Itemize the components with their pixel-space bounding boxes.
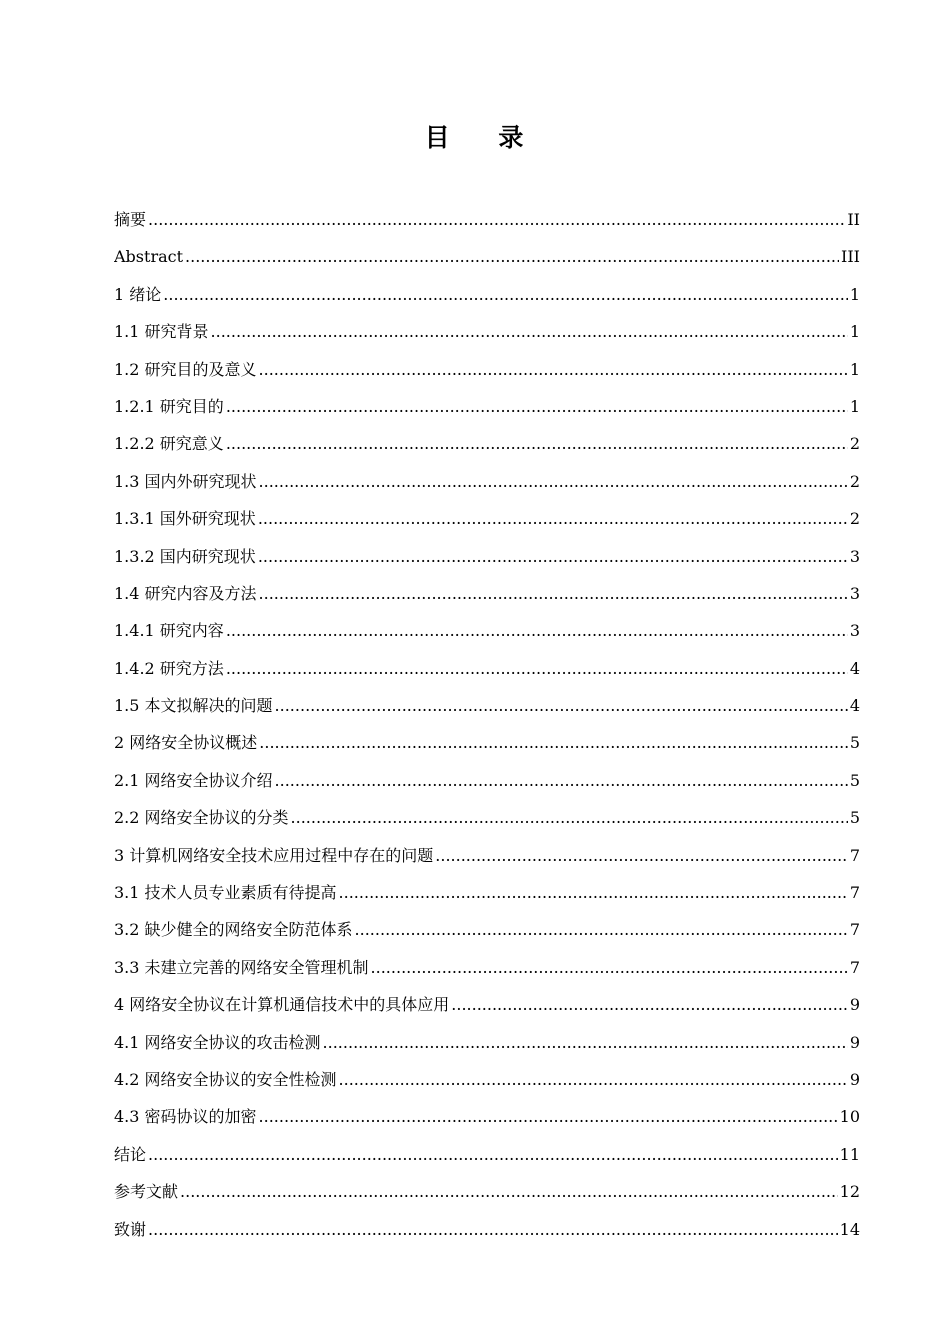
- toc-page-number: 14: [839, 1219, 860, 1239]
- toc-dot-leader: [259, 575, 848, 612]
- toc-dot-leader: [259, 1098, 838, 1135]
- toc-entry: [114, 313, 860, 350]
- toc-page-number: 1: [849, 396, 860, 416]
- toc-entry-label: 3.3 未建立完善的网络安全管理机制: [114, 957, 369, 977]
- toc-dot-leader: [435, 837, 848, 874]
- toc-entry: [114, 575, 860, 612]
- toc-dot-leader: [226, 388, 848, 425]
- toc-entry: [114, 201, 860, 238]
- toc-entry: [114, 1173, 860, 1210]
- toc-dot-leader: [275, 687, 848, 724]
- toc-entry: [114, 538, 860, 575]
- toc-entry-label: 1.5 本文拟解决的问题: [114, 696, 273, 716]
- toc-page-number: 1: [849, 359, 860, 379]
- toc-entry-label: 2.1 网络安全协议介绍: [114, 770, 273, 790]
- toc-page-number: 12: [839, 1182, 860, 1202]
- toc-page-number: 5: [849, 808, 860, 828]
- toc-page-number: 5: [849, 770, 860, 790]
- toc-dot-leader: [259, 351, 848, 388]
- toc-entry-label: 结论: [114, 1144, 147, 1164]
- toc-entry: [114, 874, 860, 911]
- toc-page-number: 9: [849, 995, 860, 1015]
- toc-entry-label: 3.1 技术人员专业素质有待提高: [114, 883, 337, 903]
- toc-dot-leader: [339, 874, 848, 911]
- toc-page-number: 2: [849, 509, 860, 529]
- toc-entry-label: 1.4.1 研究内容: [114, 621, 224, 641]
- toc-entry-label: 致谢: [114, 1219, 147, 1239]
- toc-dot-leader: [148, 1136, 838, 1173]
- toc-dot-leader: [355, 911, 848, 948]
- toc-entry: [114, 687, 860, 724]
- toc-entry: [114, 351, 860, 388]
- toc-dot-leader: [258, 500, 848, 537]
- toc-dot-leader: [163, 276, 848, 313]
- toc-page-number: 7: [849, 845, 860, 865]
- toc-entry: [114, 425, 860, 462]
- toc-dot-leader: [371, 949, 848, 986]
- toc-page-number: 5: [849, 733, 860, 753]
- toc-page-number: 10: [839, 1107, 860, 1127]
- toc-dot-leader: [258, 538, 848, 575]
- toc-entry-label: 1.4.2 研究方法: [114, 658, 224, 678]
- toc-entry: [114, 1211, 860, 1248]
- page-title: 目 录: [424, 123, 544, 152]
- toc-entry-label: 1.1 研究背景: [114, 322, 209, 342]
- toc-page-number: 7: [849, 920, 860, 940]
- toc-entry-label: 1.2.1 研究目的: [114, 396, 224, 416]
- toc-entry: [114, 986, 860, 1023]
- toc-entry: [114, 837, 860, 874]
- toc-entry-label: 3 计算机网络安全技术应用过程中存在的问题: [114, 845, 434, 865]
- toc-page-number: 2: [849, 434, 860, 454]
- toc-dot-leader: [275, 762, 848, 799]
- toc-entry-label: 1.3.1 国外研究现状: [114, 509, 256, 529]
- toc-dot-leader: [185, 238, 839, 275]
- toc-entry: [114, 724, 860, 761]
- toc-page-number: 4: [849, 658, 860, 678]
- toc-entry-label: 2 网络安全协议概述: [114, 733, 258, 753]
- toc-entry-label: 1.2.2 研究意义: [114, 434, 224, 454]
- toc-dot-leader: [259, 463, 848, 500]
- toc-entry: [114, 238, 860, 275]
- toc-page-number: 2: [849, 471, 860, 491]
- toc-entry-label: 2.2 网络安全协议的分类: [114, 808, 289, 828]
- toc-dot-leader: [226, 425, 848, 462]
- toc-dot-leader: [226, 612, 848, 649]
- toc-entry-label: 4.2 网络安全协议的安全性检测: [114, 1069, 337, 1089]
- toc-page-number: 3: [849, 583, 860, 603]
- toc-entry-label: 1.3.2 国内研究现状: [114, 546, 256, 566]
- toc-page-number: 3: [849, 546, 860, 566]
- toc-entry: [114, 911, 860, 948]
- toc-entry: [114, 612, 860, 649]
- toc-dot-leader: [339, 1061, 848, 1098]
- toc-dot-leader: [451, 986, 848, 1023]
- toc-entry-label: 1.2 研究目的及意义: [114, 359, 257, 379]
- toc-entry-label: 4.1 网络安全协议的攻击检测: [114, 1032, 321, 1052]
- toc-entry: [114, 276, 860, 313]
- toc-entry-label: 参考文献: [114, 1182, 179, 1202]
- toc-dot-leader: [259, 724, 848, 761]
- toc-entry-label: 4.3 密码协议的加密: [114, 1107, 257, 1127]
- toc-entry: [114, 1024, 860, 1061]
- toc-entry: [114, 1136, 860, 1173]
- table-of-contents: [114, 201, 860, 1248]
- toc-entry: [114, 1061, 860, 1098]
- toc-entry: [114, 500, 860, 537]
- toc-page-number: 3: [849, 621, 860, 641]
- toc-entry-label: 4 网络安全协议在计算机通信技术中的具体应用: [114, 995, 450, 1015]
- toc-entry-label: 1.4 研究内容及方法: [114, 583, 257, 603]
- toc-page-number: 7: [849, 957, 860, 977]
- toc-dot-leader: [226, 650, 848, 687]
- toc-entry-label: Abstract: [114, 247, 184, 267]
- toc-page-number: 7: [849, 883, 860, 903]
- toc-entry-label: 1 绪论: [114, 284, 162, 304]
- toc-dot-leader: [148, 1211, 838, 1248]
- toc-entry: [114, 1098, 860, 1135]
- toc-entry: [114, 949, 860, 986]
- toc-page-number: 9: [849, 1032, 860, 1052]
- toc-page-number: 9: [849, 1069, 860, 1089]
- toc-entry: [114, 463, 860, 500]
- toc-page-number: 4: [849, 696, 860, 716]
- toc-entry-label: 3.2 缺少健全的网络安全防范体系: [114, 920, 353, 940]
- toc-entry-label: 1.3 国内外研究现状: [114, 471, 257, 491]
- toc-dot-leader: [291, 799, 848, 836]
- toc-page-number: II: [847, 209, 860, 229]
- toc-entry: [114, 388, 860, 425]
- toc-entry: [114, 799, 860, 836]
- toc-dot-leader: [323, 1024, 848, 1061]
- toc-entry: [114, 650, 860, 687]
- toc-page-number: III: [841, 247, 860, 267]
- toc-dot-leader: [148, 201, 845, 238]
- toc-dot-leader: [211, 313, 848, 350]
- toc-entry: [114, 762, 860, 799]
- toc-page-number: 1: [849, 322, 860, 342]
- toc-page-number: 1: [849, 284, 860, 304]
- toc-page-number: 11: [839, 1144, 860, 1164]
- toc-dot-leader: [180, 1173, 838, 1210]
- toc-entry-label: 摘要: [114, 209, 147, 229]
